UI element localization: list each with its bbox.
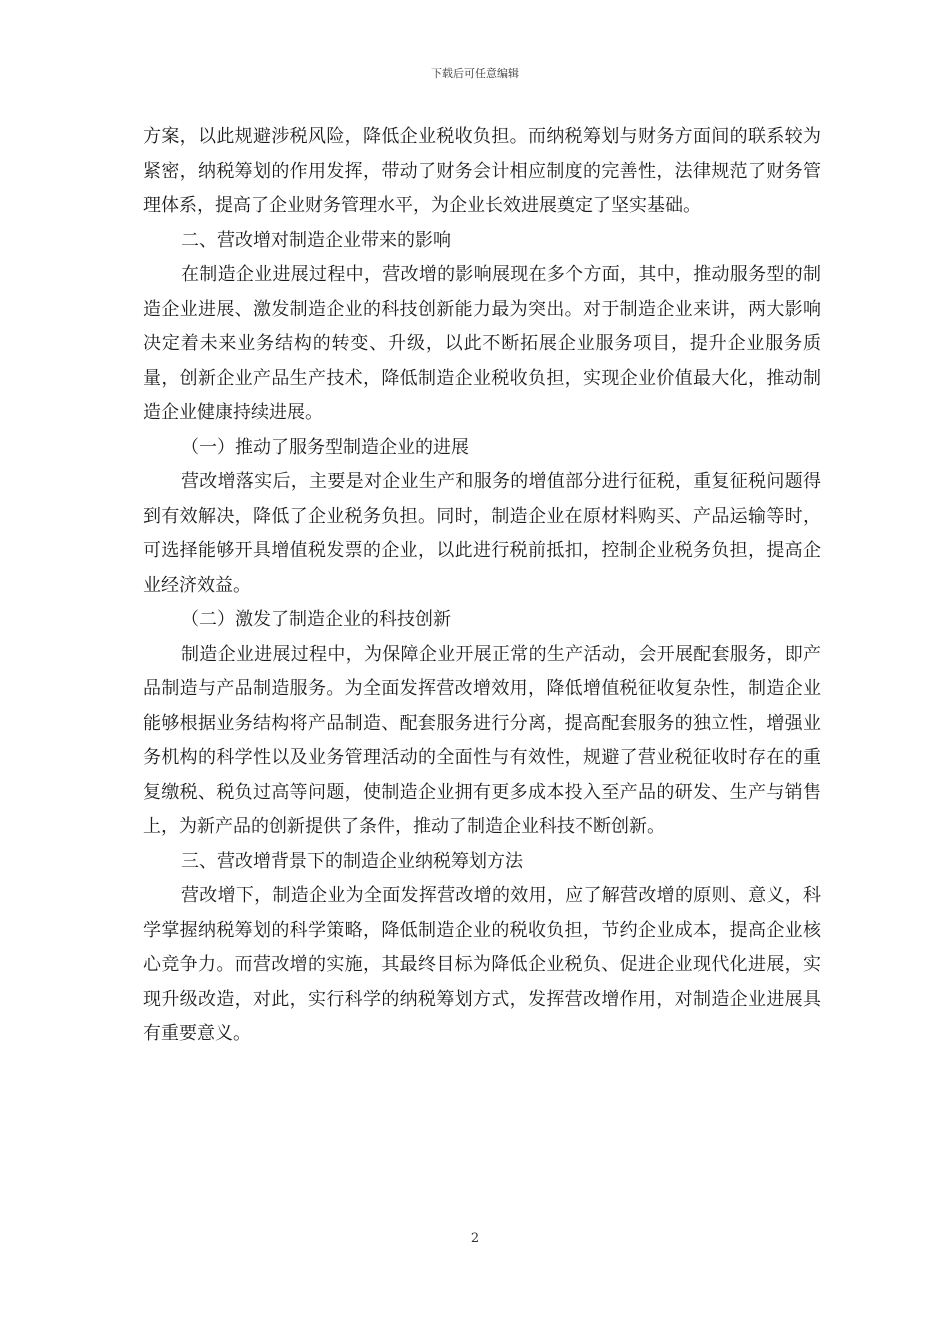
- paragraph-tax-planning-methods: 营改增下，制造企业为全面发挥营改增的效用，应了解营改增的原则、意义，科学掌握纳税筹划的科学策略，降低制造企业的税收负担，节约企业成本，提高企业核心竞争力。而营改增的实施，其最终目标为降低企业税负、促进企业现代化进展，实现升级改造，对此，实行科学的纳税筹划方式，发挥营改增作用，对制造企业进展具有重要意义。: [143, 885, 821, 1044]
- page-number: 2: [470, 1231, 480, 1246]
- page-header: 下载后可任意编辑: [431, 67, 519, 80]
- paragraph-tech-innovation: 制造企业进展过程中，为保障企业开展正常的生产活动，会开展配套服务，即产品制造与产品制造服务。为全面发挥营改增效用，降低增值税征收复杂性，制造企业能够根据业务结构将产品制造、配套服务进行分离，提高配套服务的独立性，增强业务机构的科学性以及业务管理活动的全面性与有效性，规避了营业税征收时存在的重复缴税、税负过高等问题，使制造企业拥有更多成本投入至产品的研发、生产与销售上，为新产品的创新提供了条件，推动了制造企业科技不断创新。: [143, 643, 821, 837]
- paragraph-impact-overview: 在制造企业进展过程中，营改增的影响展现在多个方面，其中，推动服务型的制造企业进展、激发制造企业的科技创新能力最为突出。对于制造企业来讲，两大影响决定着未来业务结构的转变、升级，以此不断拓展企业服务项目，提升企业服务质量，创新企业产品生产技术，降低制造企业税收负担，实现企业价值最大化，推动制造企业健康持续进展。: [143, 264, 821, 423]
- section-heading-3: 三、营改增背景下的制造企业纳税筹划方法: [181, 850, 523, 872]
- paragraph-service-enterprise: 营改增落实后，主要是对企业生产和服务的增值部分进行征税，重复征税问题得到有效解决，降低了企业税务负担。同时，制造企业在原材料购买、产品运输等时，可选择能够开具增值税发票的企业，以此进行税前抵扣，控制企业税务负担，提高企业经济效益。: [143, 471, 821, 596]
- document-body: [143, 120, 821, 1052]
- section-heading-2: 二、营改增对制造企业带来的影响: [181, 229, 451, 251]
- subsection-heading-2: （二）激发了制造企业的科技创新: [181, 609, 451, 630]
- subsection-heading-1: （一）推动了服务型制造企业的进展: [181, 436, 469, 458]
- paragraph-continuation: 方案，以此规避涉税风险，降低企业税收负担。而纳税筹划与财务方面间的联系较为紧密，纳税筹划的作用发挥，带动了财务会计相应制度的完善性，法律规范了财务管理体系，提高了企业财务管理水平，为企业长效进展奠定了坚实基础。: [143, 126, 821, 216]
